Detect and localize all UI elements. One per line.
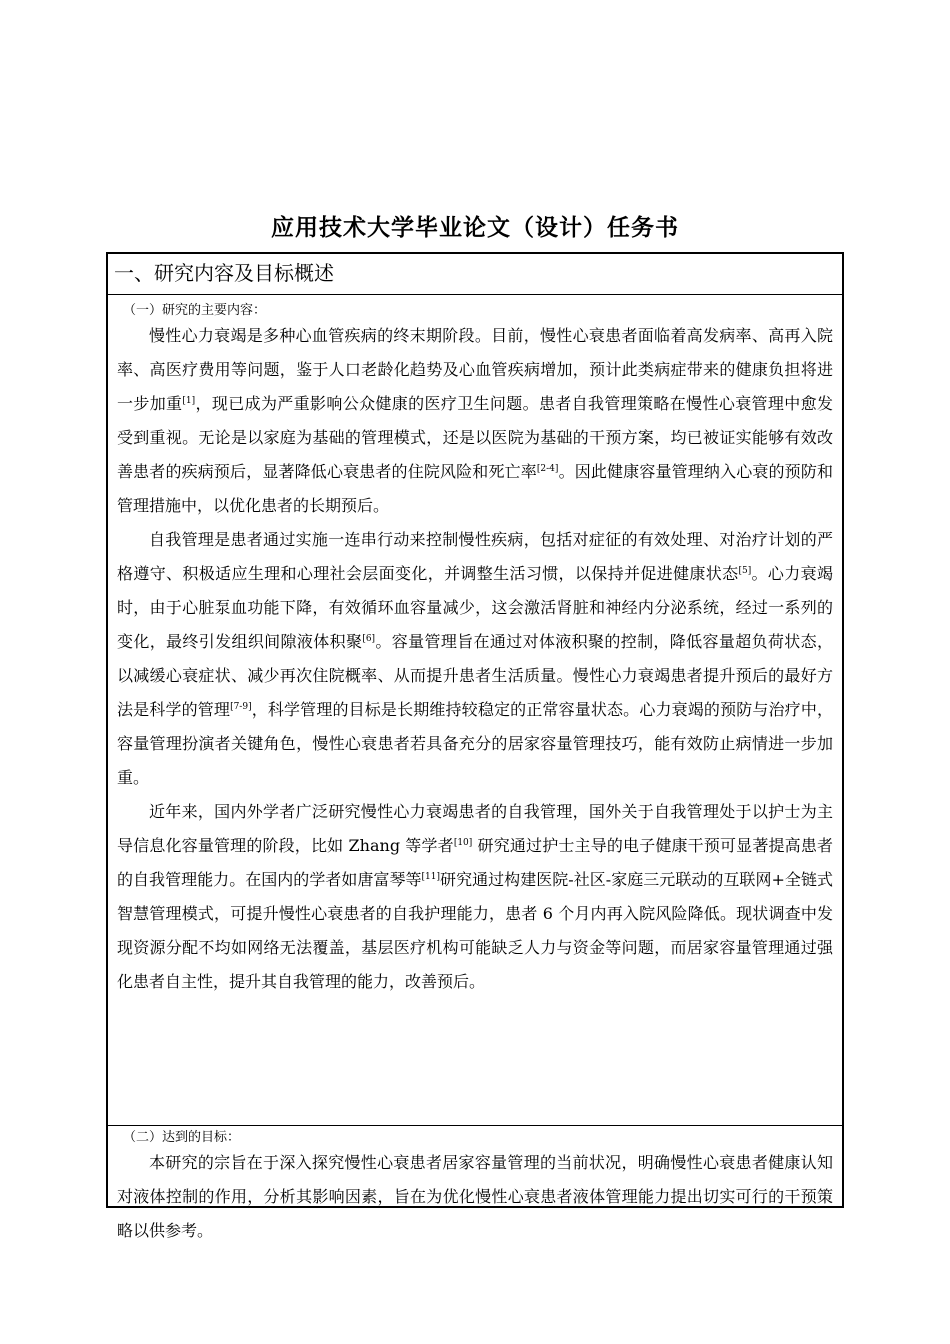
citation-6: [6] — [362, 634, 376, 644]
paragraph-2 — [117, 523, 833, 795]
paragraph-3-text-3: 研究通过构建医院-社区-家庭三元联动的互联网+全链式智慧管理模式，可提升慢性心衰患者的自我护理能力，患者 6 个月内再入院风险降低。现状调查中发现资源分配不均如网络无法覆盖，基层医疗机构可能缺乏人力与资金等问题，而居家容量管理通过强化患者自主性，提升其自我管理的能力，改善预后。 — [117, 870, 833, 991]
paragraph-3-text-1: 近年来，国内外学者广泛研究慢性心力衰竭患者的自我管理，国外关于自我管理处于以护士为主导信息化容量管理的阶段，比如 Zhang 等学者 — [117, 802, 833, 855]
citation-10: [10] — [453, 838, 473, 848]
main-content-section — [108, 295, 842, 1126]
paragraph-1 — [117, 319, 833, 523]
citation-11: [11] — [421, 872, 441, 882]
paragraph-2-text-2: 。心力衰竭时，由于心脏泵血功能下降，有效循环血容量减少，这会激活肾脏和神经内分泌系统，经过一系列的变化，最终引发组织间隙液体积聚 — [117, 564, 833, 651]
paragraph-2-text-4: ，科学管理的目标是长期维持较稳定的正常容量状态。心力衰竭的预防与治疗中，容量管理扮演者关键角色，慢性心衰患者若具备充分的居家容量管理技巧，能有效防止病情进一步加重。 — [117, 700, 833, 787]
paragraph-2-text-3: 。容量管理旨在通过对体液积聚的控制，降低容量超负荷状态，以减缓心衰症状、减少再次住院概率、从而提升患者生活质量。慢性心力衰竭患者提升预后的最好方法是科学的管理 — [117, 632, 833, 719]
paragraph-3 — [117, 795, 833, 999]
document-title: 应用技术大学毕业论文（设计）任务书 — [271, 214, 679, 241]
paragraph-1-text-1: 慢性心力衰竭是多种心血管疾病的终末期阶段。目前，慢性心衰患者面临着高发病率、高再入院率、高医疗费用等问题，鉴于人口老龄化趋势及心血管疾病增加，预计此类病症带来的健康负担将进一步加重 — [117, 326, 833, 413]
goals-paragraph: 本研究的宗旨在于深入探究慢性心衰患者居家容量管理的当前状况，明确慢性心衰患者健康认知对液体控制的作用，分析其影响因素，旨在为优化慢性心衰患者液体管理能力提出切实可行的干预策略以供参考。 — [117, 1153, 833, 1240]
section-heading: 一、研究内容及目标概述 — [108, 254, 842, 295]
citation-7-9: [7-9] — [230, 702, 252, 712]
citation-2-4: [2-4] — [536, 464, 559, 474]
goals-section — [108, 1126, 842, 1248]
task-table — [106, 252, 844, 1240]
citation-1: [1] — [182, 396, 196, 406]
main-content-label: （一）研究的主要内容： — [123, 303, 267, 318]
citation-5: [5] — [738, 566, 752, 576]
goals-label: （二）达到的目标： — [123, 1130, 241, 1145]
paragraph-1-text-2: ，现已成为严重影响公众健康的医疗卫生问题。患者自我管理策略在慢性心衰管理中愈发受到重视。无论是以家庭为基础的管理模式，还是以医院为基础的干预方案，均已被证实能够有效改善患者的疾病预后，显著降低心衰患者的住院风险和死亡率 — [117, 394, 833, 481]
paragraph-1-text-3: 。因此健康容量管理纳入心衰的预防和管理措施中，以优化患者的长期预后。 — [117, 462, 833, 515]
paragraph-2-text-1: 自我管理是患者通过实施一连串行动来控制慢性疾病，包括对症征的有效处理、对治疗计划的严格遵守、积极适应生理和心理社会层面变化，并调整生活习惯，以保持并促进健康状态 — [117, 530, 833, 583]
paragraph-3-text-2: 研究通过护士主导的电子健康干预可显著提高患者的自我管理能力。在国内的学者如唐富琴等 — [117, 836, 833, 889]
